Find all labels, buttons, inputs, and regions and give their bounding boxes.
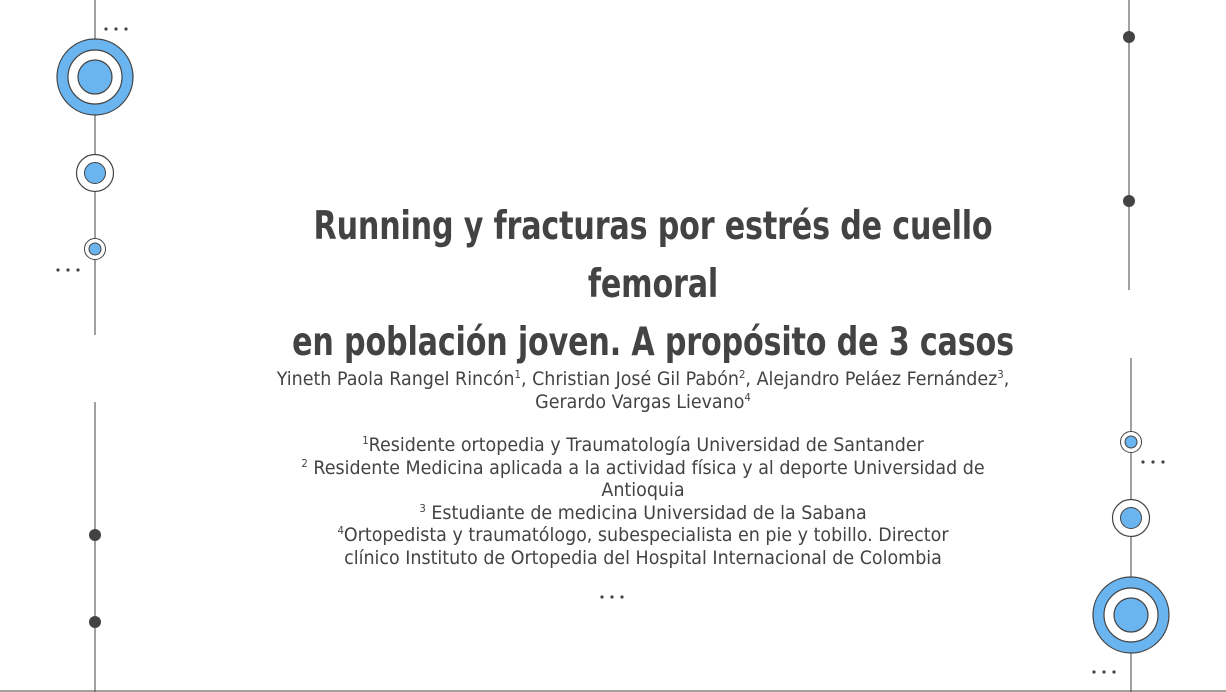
author-separator: , [745, 368, 757, 390]
ellipsis-dots-icon [600, 595, 623, 598]
affiliation-item [270, 524, 1015, 569]
large-ring-icon [1093, 577, 1169, 653]
ellipsis-dots-icon [104, 27, 127, 30]
affiliation-superscript: 4 [337, 524, 344, 537]
affiliation-item [270, 502, 1015, 525]
dot-icon [1123, 31, 1135, 43]
author-separator: , [520, 368, 533, 390]
author-name: Alejandro Peláez Fernández [756, 368, 998, 390]
slide-title [283, 198, 1023, 372]
author-name: Christian José Gil Pabón [532, 368, 739, 390]
author-superscript: 2 [738, 368, 746, 381]
affiliation-superscript: 2 [301, 456, 308, 470]
affiliation-superscript: 3 [419, 501, 426, 515]
author-name: Yineth Paola Rangel Rincón [276, 368, 515, 390]
title-line-2: en población joven. A propósito de 3 casos [292, 320, 1014, 365]
ellipsis-dots-icon [1141, 460, 1164, 463]
author-superscript: 4 [744, 390, 751, 404]
affiliation-item [270, 457, 1015, 502]
affiliation-text: Residente ortopedia y Traumatología Universidad de Santander [368, 434, 924, 456]
author-separator: , [1003, 368, 1010, 390]
affiliation-text: Estudiante de medicina Universidad de la Sabana [425, 501, 867, 524]
dot-icon [89, 616, 101, 628]
dot-icon [1123, 195, 1135, 207]
ellipsis-dots-icon [1092, 670, 1115, 673]
medium-ring-icon [77, 155, 114, 192]
affiliations-list [270, 434, 1015, 569]
dot-icon [89, 529, 101, 541]
medium-ring-icon [1113, 500, 1150, 537]
small-ring-icon [85, 239, 106, 260]
affiliation-text: Residente Medicina aplicada a la actividad física y al deporte Universidad de Antioquia [307, 456, 985, 501]
authors-list [270, 368, 1015, 413]
affiliation-item [270, 434, 1015, 457]
affiliation-superscript: 1 [362, 434, 369, 447]
small-ring-icon [1121, 432, 1142, 453]
author-name: Gerardo Vargas Lievano [535, 390, 745, 413]
title-line-1: Running y fracturas por estrés de cuello femoral [313, 204, 993, 307]
large-ring-icon [57, 39, 133, 115]
affiliation-text: Ortopedista y traumatólogo, subespecialista en pie y tobillo. Director clínico Instituto de Ortopedia del Hospital Internacional de Colombia [343, 524, 949, 569]
ellipsis-dots-icon [56, 268, 79, 271]
author-superscript: 1 [514, 368, 521, 381]
author-superscript: 3 [997, 368, 1004, 381]
